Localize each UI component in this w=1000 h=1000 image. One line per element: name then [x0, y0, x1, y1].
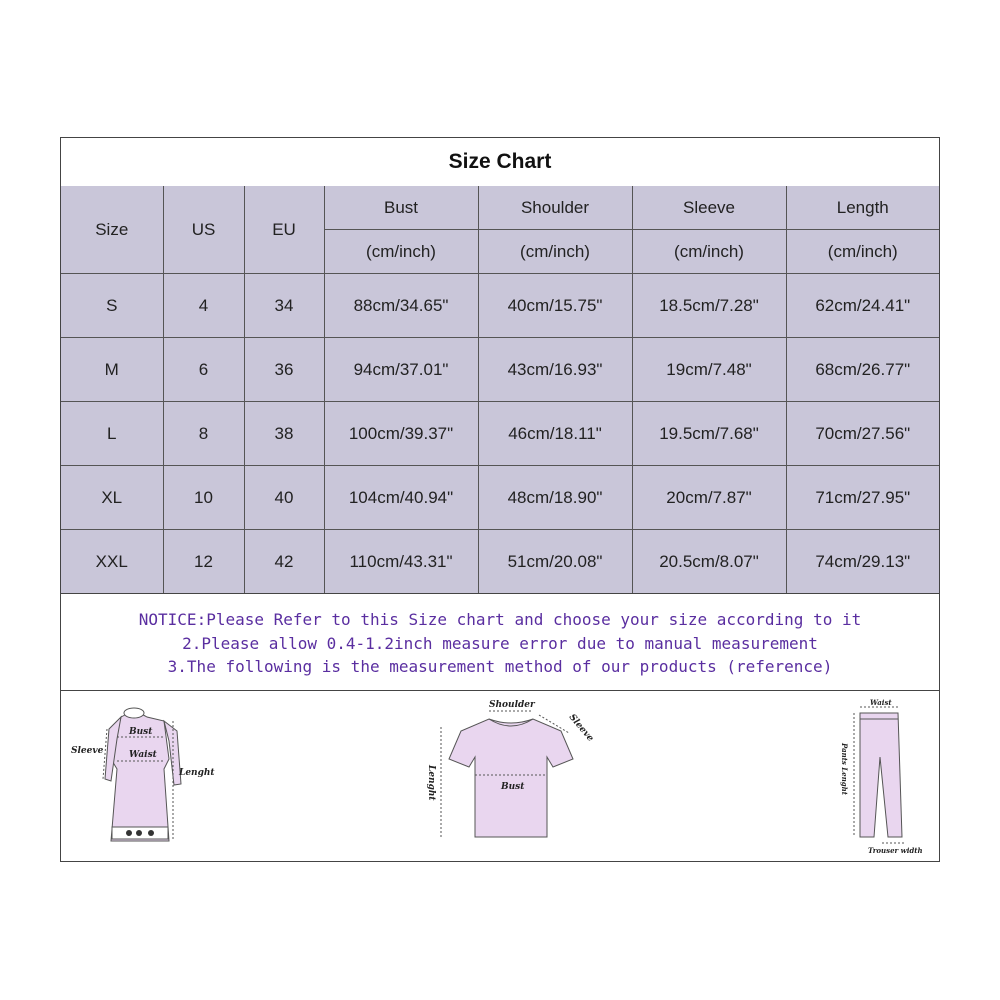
- cell-us: 4: [163, 274, 244, 338]
- cell-length: 70cm/27.56": [786, 402, 939, 466]
- cell-bust: 104cm/40.94": [324, 466, 478, 530]
- cell-bust: 94cm/37.01": [324, 338, 478, 402]
- pants-waist-label: Waist: [870, 698, 892, 707]
- cell-shoulder: 46cm/18.11": [478, 402, 632, 466]
- table-row: [61, 274, 939, 338]
- cell-bust: 88cm/34.65": [324, 274, 478, 338]
- table-row: [61, 530, 939, 594]
- cell-size: S: [61, 274, 163, 338]
- cell-shoulder: 48cm/18.90": [478, 466, 632, 530]
- cell-eu: 40: [244, 466, 324, 530]
- chart-title: Size Chart: [61, 138, 939, 187]
- cell-sleeve: 19cm/7.48": [632, 338, 786, 402]
- cell-size: XL: [61, 466, 163, 530]
- unit-bust: (cm/inch): [324, 230, 478, 274]
- dress-waist-label: Waist: [129, 750, 157, 760]
- size-chart: [60, 137, 940, 862]
- cell-us: 6: [163, 338, 244, 402]
- dress-bust-label: Bust: [129, 727, 153, 737]
- header-length: Length: [786, 186, 939, 230]
- notice-line-1: NOTICE:Please Refer to this Size chart and choose your size according to it: [138, 610, 862, 629]
- pants-figure: [826, 697, 936, 857]
- unit-shoulder: (cm/inch): [478, 230, 632, 274]
- tshirt-shoulder-label: Shoulder: [489, 700, 535, 710]
- cell-size: L: [61, 402, 163, 466]
- cell-bust: 110cm/43.31": [324, 530, 478, 594]
- cell-us: 10: [163, 466, 244, 530]
- notice-line-2: 2.Please allow 0.4-1.2inch measure error due to manual measurement: [182, 633, 818, 653]
- dress-sleeve-label: Sleeve: [71, 746, 104, 756]
- cell-us: 12: [163, 530, 244, 594]
- header-eu: EU: [244, 186, 324, 274]
- table-row: [61, 402, 939, 466]
- size-table: [61, 186, 939, 594]
- unit-sleeve: (cm/inch): [632, 230, 786, 274]
- table-header-row: [61, 186, 939, 230]
- notice-line-3: 3.The following is the measurement method of our products (reference): [167, 657, 833, 676]
- cell-sleeve: 19.5cm/7.68": [632, 402, 786, 466]
- cell-sleeve: 20.5cm/8.07": [632, 530, 786, 594]
- header-us: US: [163, 186, 244, 274]
- cell-eu: 34: [244, 274, 324, 338]
- dress-length-label: Lenght: [179, 768, 215, 778]
- cell-bust: 100cm/39.37": [324, 402, 478, 466]
- header-bust: Bust: [324, 186, 478, 230]
- cell-eu: 36: [244, 338, 324, 402]
- cell-length: 68cm/26.77": [786, 338, 939, 402]
- pants-width-label: Trouser width: [868, 846, 923, 855]
- cell-us: 8: [163, 402, 244, 466]
- cell-eu: 38: [244, 402, 324, 466]
- cell-eu: 42: [244, 530, 324, 594]
- table-row: [61, 466, 939, 530]
- cell-length: 62cm/24.41": [786, 274, 939, 338]
- cell-size: XXL: [61, 530, 163, 594]
- cell-shoulder: 40cm/15.75": [478, 274, 632, 338]
- cell-size: M: [61, 338, 163, 402]
- tshirt-sleeve-label: Sleeve: [566, 712, 596, 744]
- cell-shoulder: 43cm/16.93": [478, 338, 632, 402]
- header-shoulder: Shoulder: [478, 186, 632, 230]
- tshirt-length-label: Lenght: [426, 765, 436, 801]
- pants-length-label: Pants Lenght: [840, 743, 849, 795]
- table-row: [61, 338, 939, 402]
- cell-sleeve: 18.5cm/7.28": [632, 274, 786, 338]
- unit-length: (cm/inch): [786, 230, 939, 274]
- notice-block: [61, 593, 939, 691]
- cell-shoulder: 51cm/20.08": [478, 530, 632, 594]
- dress-figure: [69, 699, 229, 849]
- measurement-figures: [61, 691, 939, 861]
- cell-length: 71cm/27.95": [786, 466, 939, 530]
- tshirt-figure: [421, 697, 601, 857]
- cell-sleeve: 20cm/7.87": [632, 466, 786, 530]
- tshirt-bust-label: Bust: [501, 782, 525, 792]
- header-size: Size: [61, 186, 163, 274]
- cell-length: 74cm/29.13": [786, 530, 939, 594]
- header-sleeve: Sleeve: [632, 186, 786, 230]
